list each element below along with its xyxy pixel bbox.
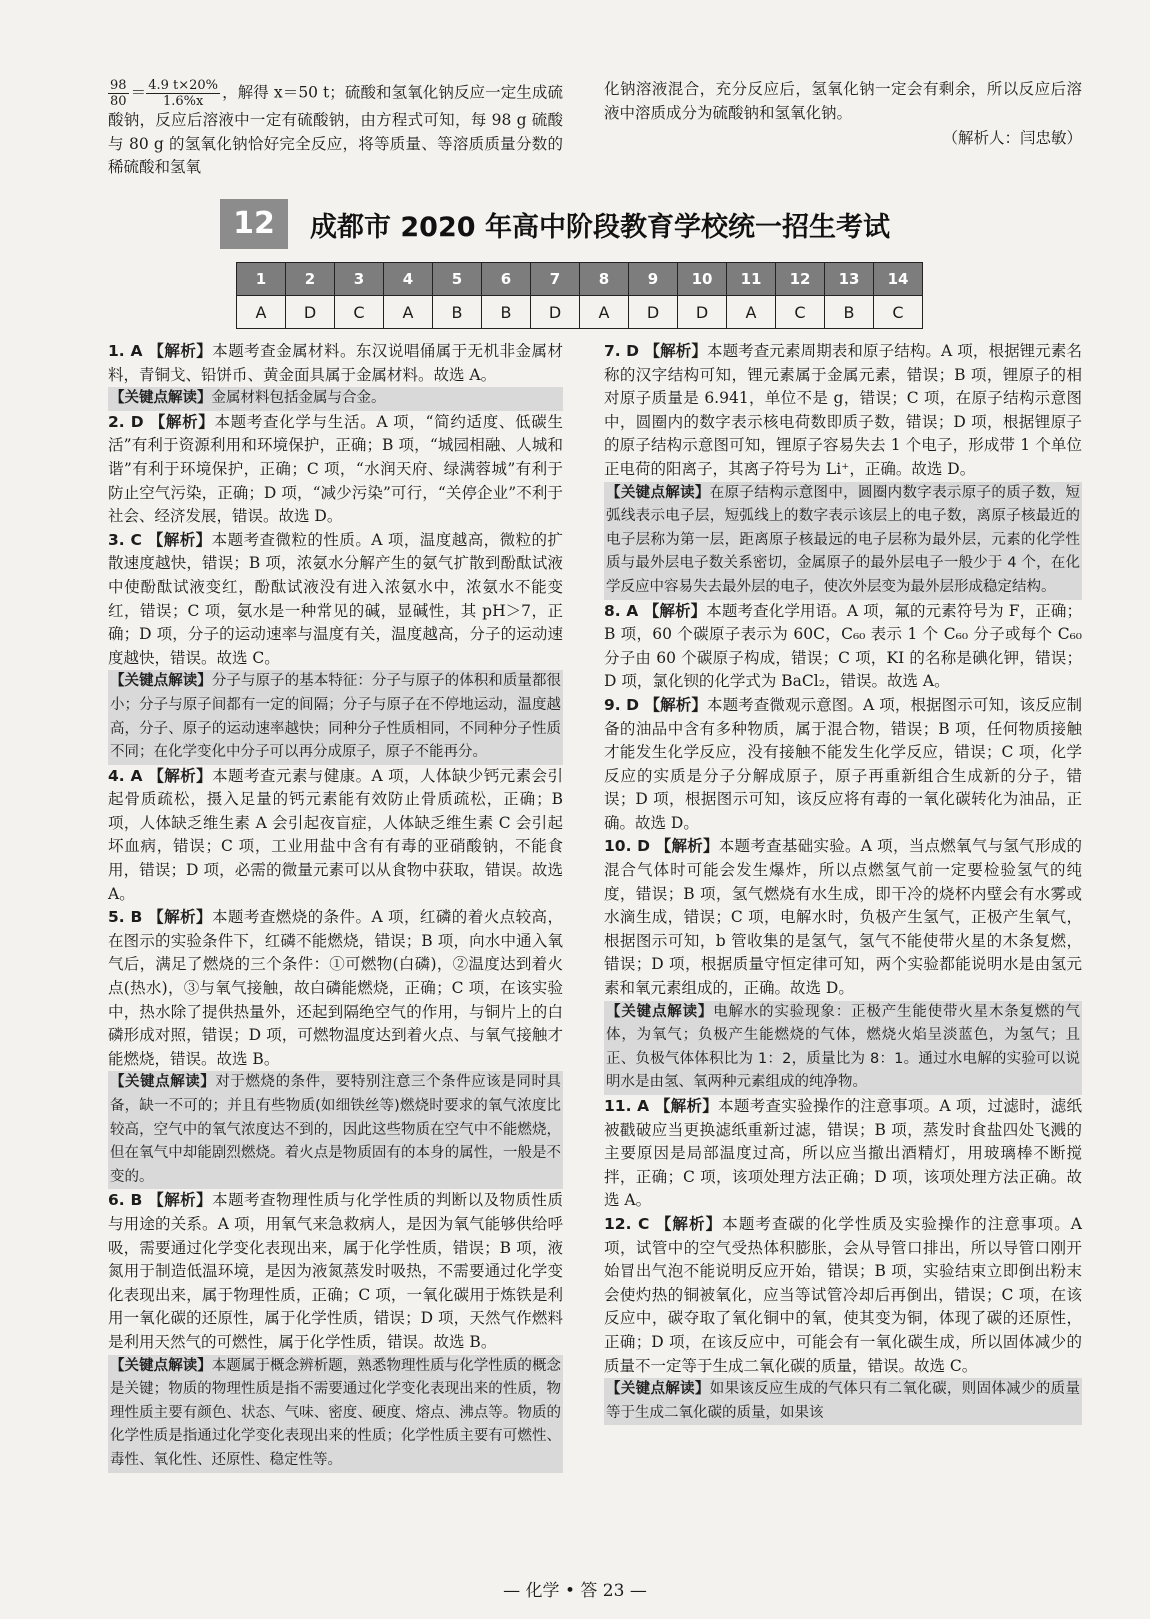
answer-number-cell: 4 [384,263,433,296]
paragraph-text: 本题考查实验操作的注意事项。A 项，过滤时，滤纸被戳破应当更换滤纸重新过滤，错误；B 项，蒸发时食盐四处飞溅的主要原因是局部温度过高，所以应当撤出酒精灯，用玻璃棒不断搅拌，正确；C 项，该项处理方法正确；D 项，该项处理方法正确。故选 A。 [604,1097,1083,1210]
question-answer-label: 10. D 【解析】 [604,837,719,856]
answer-number-cell: 13 [825,263,874,296]
section-header [220,199,955,251]
key-point-label: 【关键点解读】 [606,1003,714,1020]
answer-number-cell: 14 [874,263,923,296]
analysis-paragraph [604,694,1082,836]
paragraph-text: 本题属于概念辨析题，熟悉物理性质与化学性质的概念是关键；物质的物理性质是指不需要通过化学变化表现出来的性质，物理性质主要有颜色、状态、气味、密度、硬度、熔点、沸点等。物质的化学性质是指通过化学变化表现出来的性质；化学性质主要有可燃性、毒性、氧化性、还原性、稳定性等。 [110,1357,562,1468]
analysis-paragraph [108,340,563,387]
answer-number-cell: 12 [776,263,825,296]
paragraph-text: 本题考查元素与健康。A 项，人体缺少钙元素会引起骨质疏松，摄入足量的钙元素能有效防止骨质疏松，正确；B 项，人体缺乏维生素 A 会引起夜盲症，人体缺乏维生素 C 会引起坏血病，错误；C 项，工业用盐中含有有毒的亚硝酸钠，不能食用，错误；D 项，必需的微量元素可以从食物中获取，错误。故选 A。 [108,766,563,903]
top-left-text: ，解得 x＝50 t；硫酸和氢氧化钠反应一定生成硫酸钠，反应后溶液中一定有硫酸钠，由方程式可知，每 98 g 硫酸与 80 g 的氢氧化钠恰好完全反应，将等质量、等溶质质量分数的稀硫酸和氢氧 [108,83,563,177]
answer-choice-cell: D [629,296,678,329]
fraction-98-80: $\frac{98}{80}$ [110,78,127,109]
answer-number-cell: 7 [531,263,580,296]
answer-choice-cell: C [874,296,923,329]
fraction-mass: $\frac{4.9 t\times 20\%}{1.6\%x}$ [148,78,219,109]
analysis-paragraph [108,765,563,907]
answer-choice-cell: D [678,296,727,329]
answer-choice-cell: B [825,296,874,329]
left-column [108,340,563,1473]
answer-choice-cell: C [776,296,825,329]
top-right-continuation [604,78,1082,151]
question-answer-label: 9. D 【解析】 [604,695,707,714]
key-point-box [604,1001,1082,1095]
paragraph-text: 本题考查化学与生活。A 项，“简约适度、低碳生活”有利于资源利用和环境保护，正确；B 项，“城园相融、人城和谐”有利于环境保护，正确；C 项，“水润天府、绿满蓉城”有利于防止空气污染，正确；D 项，“减少污染”可行，“关停企业”不利于社会、经济发展，错误。故选 D。 [108,412,563,526]
answer-number-cell: 11 [727,263,776,296]
key-point-label: 【关键点解读】 [110,390,212,407]
page-footer: — 化学 • 答 23 — [503,1581,647,1601]
analysis-paragraph [108,1189,563,1354]
analysis-paragraph [108,906,563,1071]
answer-number-cell: 1 [237,263,286,296]
paragraph-text: 本题考查微观示意图。A 项，根据图示可知，该反应制备的油品中含有多种物质，属于混合物，错误；B 项，任何物质接触才能发生化学反应，没有接触不能发生化学反应，错误；C 项，化学反应的实质是分子分解成原子，原子再重新组合生成新的分子，错误；D 项，根据图示可知，该反应将有毒的一氧化碳转化为油品，正确。故选 D。 [604,695,1082,832]
answer-choices-row [237,296,923,329]
question-answer-label: 3. C 【解析】 [108,530,212,549]
answer-choice-cell: A [384,296,433,329]
paragraph-text: 本题考查物理性质与化学性质的判断以及物质性质与用途的关系。A 项，用氧气来急救病人，是因为氧气能够供给呼吸，需要通过化学变化表现出来，属于化学性质，错误；B 项，液氮用于制造低温环境，是因为液氮蒸发时吸热，不需要通过化学变化表现出来，属于物理性质，正确；C 项，一氧化碳用于炼铁是利用一氧化碳的还原性，属于化学性质，错误；D 项，天然气作燃料是利用天然气的可燃性，属于化学性质，错误。故选 B。 [108,1191,563,1351]
key-point-label: 【关键点解读】 [606,1381,710,1398]
answer-number-cell: 8 [580,263,629,296]
analysis-paragraph [108,411,563,529]
paragraph-text: 电解水的实验现象：正极产生能使带火星木条复燃的气体，为氧气；负极产生能燃烧的气体，燃烧火焰呈淡蓝色，为氢气；且正、负极气体体积比为 1：2，质量比为 8：1。通过水电解的实验可以说明水是由氢、氧两种元素组成的纯净物。 [606,1003,1080,1091]
paragraph-text: 本题考查金属材料。东汉说唱俑属于无机非金属材料，青铜戈、铅饼币、黄金面具属于金属材料。故选 A。 [108,342,563,384]
paragraph-text: 本题考查化学用语。A 项，氟的元素符号为 F，正确；B 项，60 个碳原子表示为 60C，C₆₀ 表示 1 个 C₆₀ 分子或每个 C₆₀ 分子由 60 个碳原子构成，错误；C 项，KI 的名称是碘化钾，错误；D 项，氯化钡的化学式为 BaCl₂，错误。故选 A。 [604,601,1082,691]
answer-choice-cell: D [531,296,580,329]
paragraph-text: 本题考查基础实验。A 项，当点燃氧气与氢气形成的混合气体时可能会发生爆炸，所以点燃氢气前一定要检验氢气的纯度，错误；B 项，氢气燃烧有水生成，即干冷的烧杯内壁会有水雾或水滴生成，错误；C 项，电解水时，负极产生氢气，正极产生氧气，根据图示可知，b 管收集的是氢气，氢气不能使带火星的木条复燃，错误；D 项，根据质量守恒定律可知，两个实验都能说明水是由氢元素和氧元素组成的，正确。故选 D。 [604,837,1082,998]
answer-choice-cell: A [580,296,629,329]
analysis-paragraph [604,600,1082,694]
answer-number-cell: 10 [678,263,727,296]
answer-choice-cell: C [335,296,384,329]
question-answer-label: 5. B 【解析】 [108,908,212,927]
question-answer-label: 12. C 【解析】 [604,1214,723,1233]
answer-choice-cell: D [286,296,335,329]
question-answer-label: 4. A 【解析】 [108,766,213,785]
answer-choice-cell: B [433,296,482,329]
key-point-box [108,1071,563,1189]
answer-numbers-row [237,263,923,296]
paragraph-text: 本题考查微粒的性质。A 项，温度越高，微粒的扩散速度越快，错误；B 项，浓氨水分解产生的氨气扩散到酚酞试液中使酚酞试液变红，酚酞试液没有进入浓氨水中，浓氨水不能变红，错误；C 项，氨水是一种常见的碱，显碱性，其 pH＞7，正确；D 项，分子的运动速率与温度有关，温度越高，分子的运动速度越快，错误。故选 C。 [108,530,564,667]
question-answer-label: 1. A 【解析】 [108,342,213,360]
question-answer-label: 8. A 【解析】 [604,601,707,620]
analysis-paragraph [604,1213,1082,1378]
paragraph-text: 在原子结构示意图中，圆圈内数字表示原子的质子数，短弧线表示电子层，短弧线上的数字表示该层上的电子数，离原子核最近的电子层称为第一层，距离原子核最远的电子层称为最外层，元素的化学性质与最外层电子数关系密切，金属原子的最外层电子一般少于 4 个，在化学反应中容易失去最外层的电子，使次外层变为最外层形成稳定结构。 [606,484,1081,595]
key-point-box [604,482,1082,600]
answer-table [236,262,923,329]
section-number: 12 [220,199,288,249]
key-point-label: 【关键点解读】 [606,484,710,501]
key-point-box [108,1355,563,1473]
analysis-paragraph [108,529,563,671]
answer-choice-cell: B [482,296,531,329]
paragraph-text: 本题考查碳的化学性质及实验操作的注意事项。A 项，试管中的空气受热体积膨胀，会从导管口排出，所以导管口刚开始冒出气泡不能说明反应开始，错误；B 项，实验结束立即倒出粉末会使灼热的铜被氧化，应当等试管冷却后再倒出，错误；C 项，在该反应中，碳夺取了氧化铜中的氧，使其变为铜，体现了碳的还原性，正确；D 项，在该反应中，可能会有一氧化碳生成，所以固体减少的质量不一定等于生成二氧化碳的质量，错误。故选 C。 [604,1214,1082,1375]
answer-choice-cell: A [237,296,286,329]
answer-number-cell: 5 [433,263,482,296]
paragraph-text: 本题考查燃烧的条件。A 项，红磷的着火点较高，在图示的实验条件下，红磷不能燃烧，错误；B 项，向水中通入氧气后，满足了燃烧的三个条件：①可燃物(白磷)，②温度达到着火点(热水)，③与氧气接触，故白磷能燃烧，正确；C 项，在该实验中，热水除了提供热量外，还起到隔绝空气的作用，与铜片上的白磷形成对照，错误；D 项，可燃物温度达到着火点、与氧气接触才能燃烧，错误。故选 B。 [108,908,563,1068]
question-answer-label: 6. B 【解析】 [108,1191,213,1210]
answer-number-cell: 3 [335,263,384,296]
analyst-credit: （解析人：闫忠敏） [942,129,1082,148]
key-point-label: 【关键点解读】 [110,1357,212,1374]
analysis-paragraph [604,1095,1082,1213]
key-point-label: 【关键点解读】 [110,673,212,690]
top-left-continuation: $\frac{98}{80}$ ＝ $\frac{4.9 t\times 20\%}{1.6\%x}$ ，解得 x＝50 t；硫酸和氢氧化钠反应一定生成硫酸钠，反应后溶液中一定有硫酸钠，由方程式可知，每 98 g 硫酸与 80 g 的氢氧化钠恰好完全反应，将等质量、等溶质质量分数的稀硫酸和氢氧 [108,78,563,177]
analysis-paragraph [604,340,1082,482]
question-answer-label: 2. D 【解析】 [108,412,215,431]
analysis-paragraph [604,835,1082,1000]
key-point-box [604,1378,1082,1425]
paragraph-text: 本题考查元素周期表和原子结构。A 项，根据锂元素名称的汉字结构可知，锂元素属于金属元素，错误；B 项，锂原子的相对原子质量是 6.941，单位不是 g，错误；C 项，在原子结构示意图中，圆圈内的数字表示核电荷数即质子数，错误；D 项，根据锂原子的原子结构示意图可知，锂原子容易失去 1 个电子，形成带 1 个单位正电荷的阳离子，其离子符号为 Li⁺，正确。故选 D。 [604,342,1082,478]
key-point-box [108,670,563,764]
answer-number-cell: 9 [629,263,678,296]
section-title: 成都市 2020 年高中阶段教育学校统一招生考试 [310,212,890,243]
answer-number-cell: 6 [482,263,531,296]
key-point-box [108,387,563,411]
answer-choice-cell: A [727,296,776,329]
paragraph-text: 金属材料包括金属与合金。 [211,390,386,407]
paragraph-text: 如果该反应生成的气体只有二氧化碳，则固体减少的质量等于生成二氧化碳的质量，如果该 [606,1381,1081,1421]
paragraph-text: 对于燃烧的条件，要特别注意三个条件应该是同时具备，缺一不可的；并且有些物质(如细铁丝等)燃烧时要求的氧气浓度比较高，空气中的氧气浓度达不到的，因此这些物质在空气中不能燃烧，但在氧气中却能剧烈燃烧。着火点是物质固有的本身的属性，一般是不变的。 [110,1074,562,1185]
top-right-text: 化钠溶液混合，充分反应后，氢氧化钠一定会有剩余，所以反应后溶液中溶质成分为硫酸钠和氢氧化钠。 [604,80,1082,122]
question-answer-label: 7. D 【解析】 [604,342,707,360]
right-column [604,340,1082,1425]
question-answer-label: 11. A 【解析】 [604,1097,719,1115]
key-point-label: 【关键点解读】 [110,1074,216,1091]
answer-number-cell: 2 [286,263,335,296]
paragraph-text: 分子与原子的基本特征：分子与原子的体积和质量都很小；分子与原子间都有一定的间隔；分子与原子在不停地运动，温度越高，分子、原子的运动速率越快；同种分子性质相同，不同种分子性质不同；在化学变化中分子可以再分成原子，原子不能再分。 [110,673,562,761]
